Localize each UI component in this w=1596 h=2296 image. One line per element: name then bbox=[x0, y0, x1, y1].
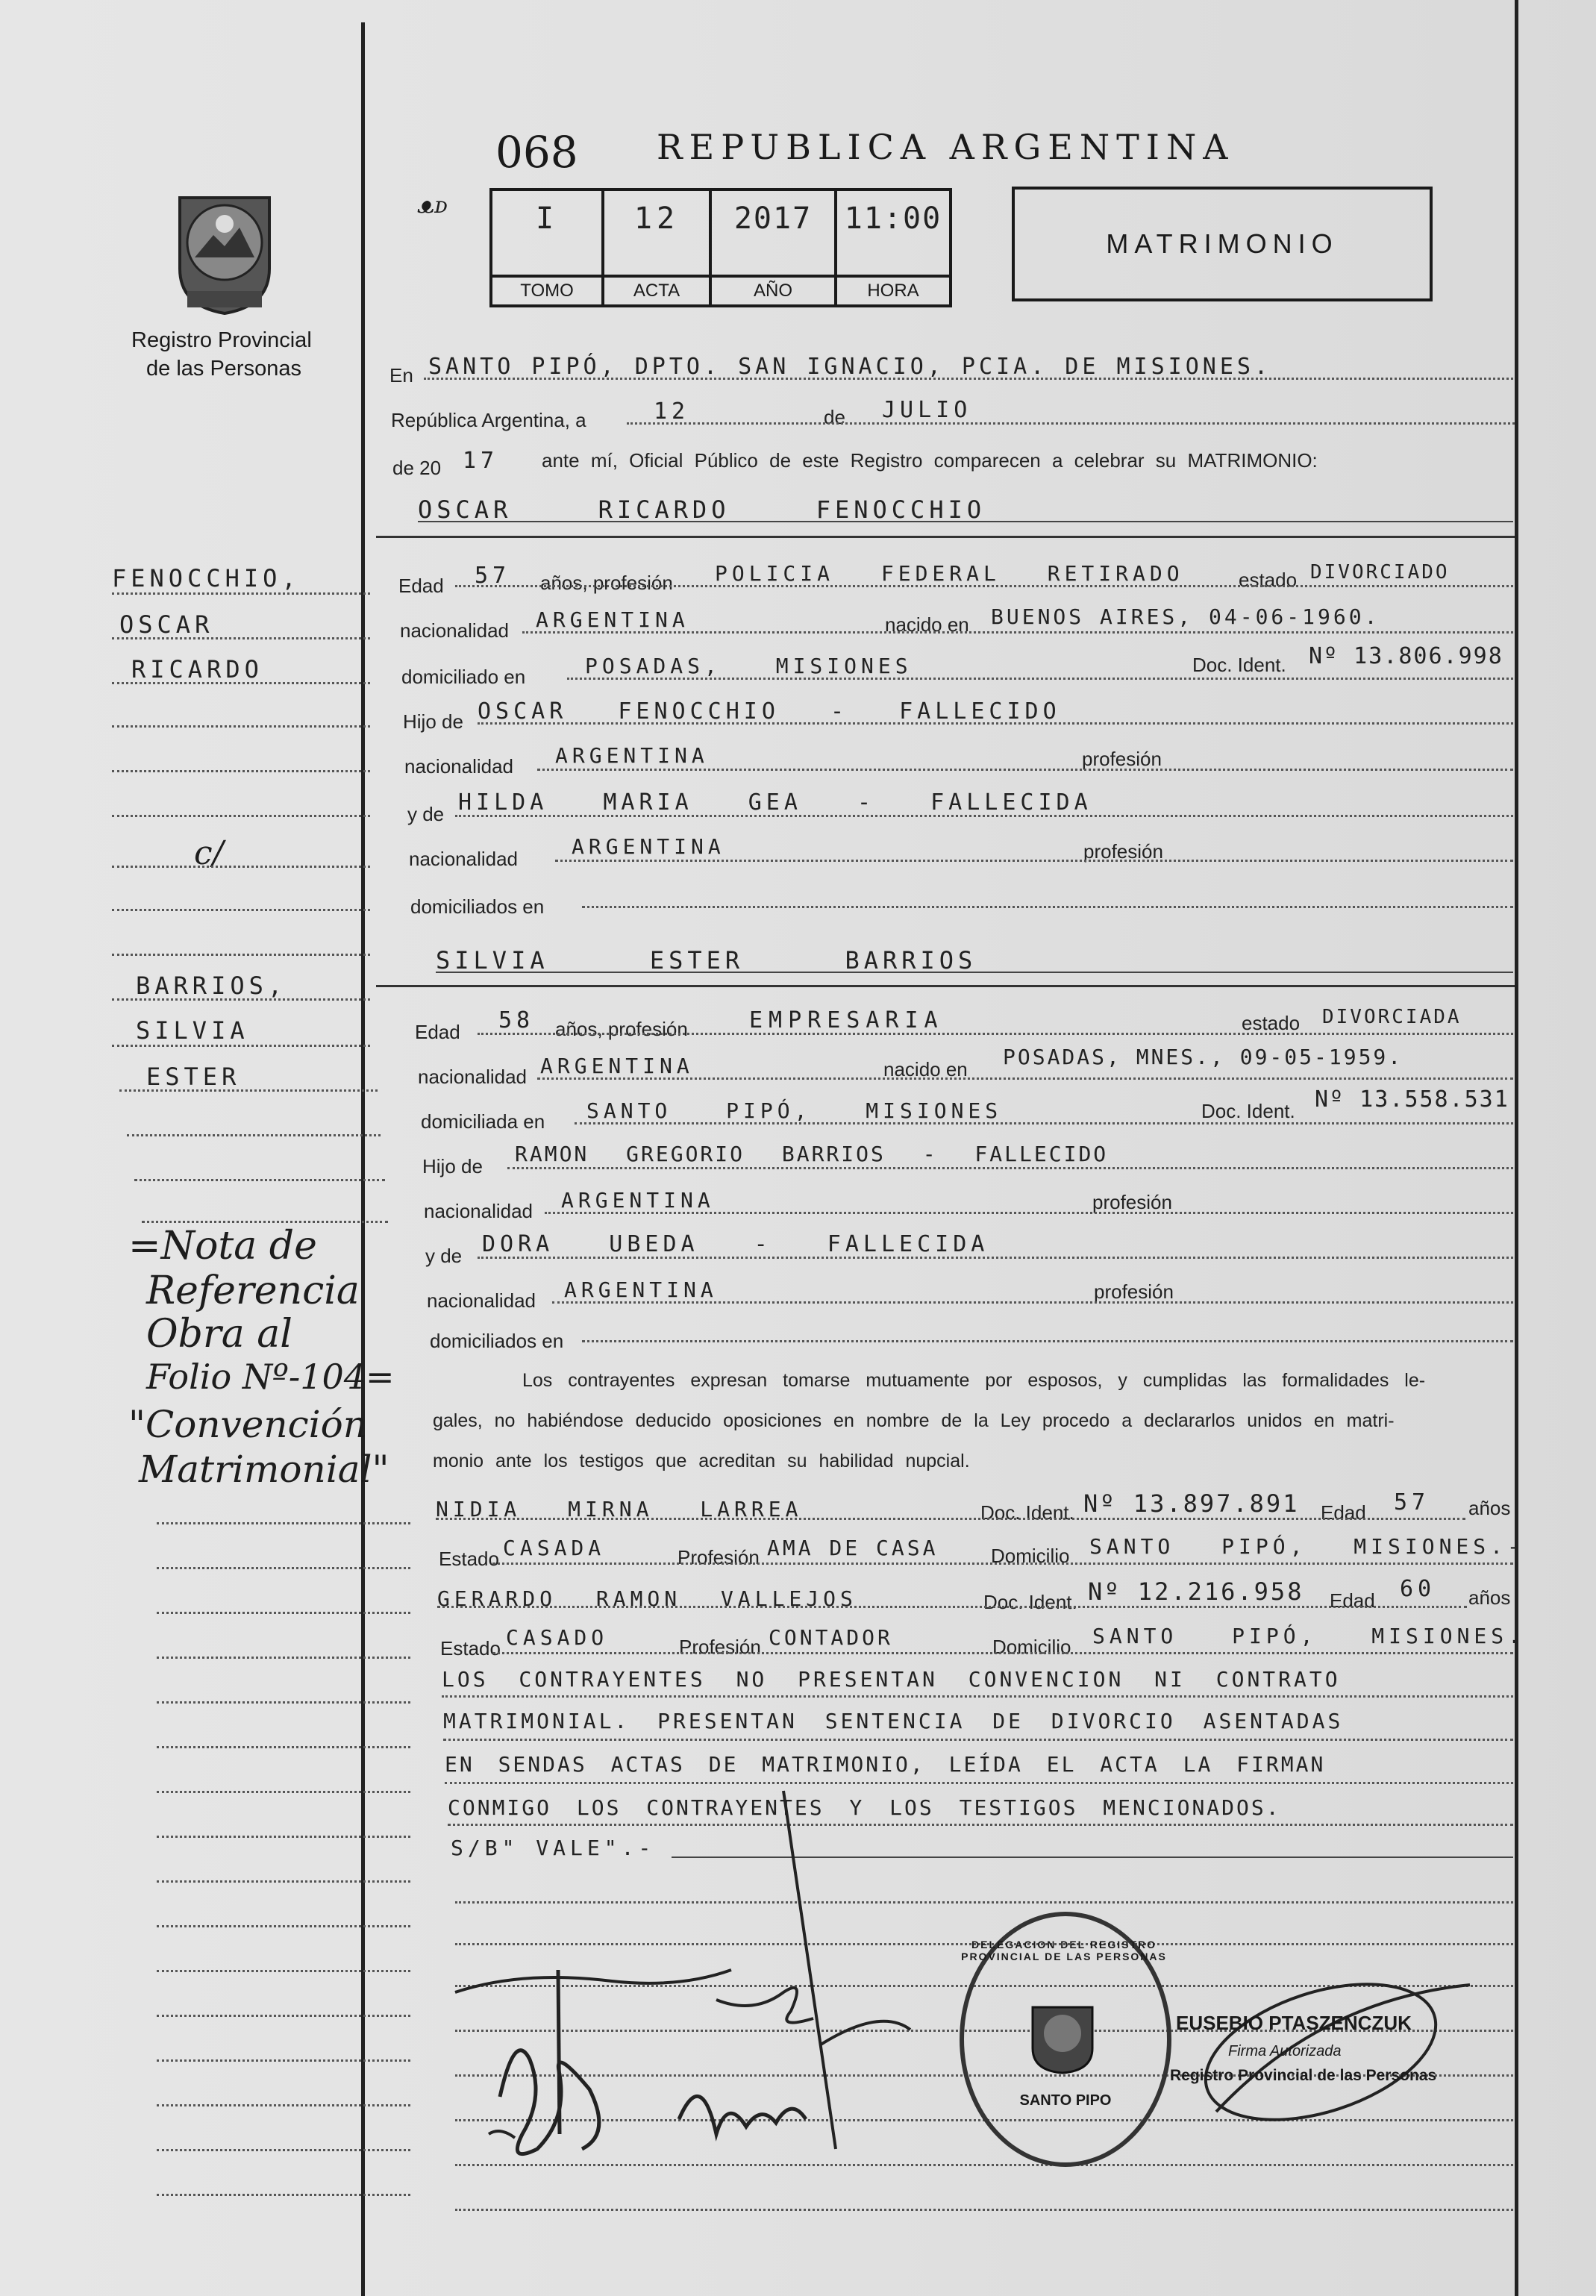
witness2-doc: Nº 12.216.958 bbox=[1088, 1577, 1304, 1606]
declaration-line3: monio ante los testigos que acreditan su habilidad nupcial. bbox=[433, 1451, 970, 1471]
bride-nacido: POSADAS, MNES., 09-05-1959. bbox=[1003, 1045, 1403, 1069]
groom-dom: POSADAS, MISIONES bbox=[585, 654, 913, 678]
margin-note-3: Obra al bbox=[146, 1312, 292, 1357]
record-grid bbox=[489, 188, 952, 307]
groom-doc: Nº 13.806.998 bbox=[1309, 643, 1503, 669]
groom-estado-label: estado bbox=[1239, 569, 1298, 591]
bride-line7 bbox=[552, 1301, 1513, 1304]
groom-hijo-label: Hijo de bbox=[403, 710, 463, 733]
margin-line-24 bbox=[157, 1880, 410, 1883]
margin-line-28 bbox=[157, 2059, 410, 2062]
margin-note-1: =Nota de bbox=[128, 1224, 317, 1269]
margin-line-27 bbox=[157, 2015, 410, 2017]
bride-padre: RAMON GREGORIO BARRIOS - FALLECIDO bbox=[515, 1142, 1109, 1166]
margin-line-29 bbox=[157, 2104, 410, 2106]
bride-domiciliados-label: domiciliados en bbox=[430, 1330, 564, 1352]
bride-madre-nac: ARGENTINA bbox=[564, 1277, 718, 1302]
groom-line2 bbox=[522, 631, 1513, 634]
witness1-anios-label: años bbox=[1468, 1497, 1511, 1519]
folio-number: 068 bbox=[495, 127, 578, 178]
republica-label: República Argentina, a bbox=[391, 409, 586, 431]
de-label: de bbox=[824, 406, 845, 428]
bride-nacido-label: nacido en bbox=[883, 1058, 968, 1080]
margin-note-6: Matrimonial" bbox=[139, 1448, 389, 1491]
left-margin-line bbox=[361, 22, 365, 2296]
seal-ring-text: DELEGACION DEL REGISTRO PROVINCIAL DE LAS PERSONAS bbox=[961, 1939, 1167, 1962]
act-type-title: MATRIMONIO bbox=[1106, 228, 1339, 259]
tomo-value: I bbox=[535, 201, 559, 236]
acta-label: ACTA bbox=[604, 275, 709, 304]
bride-padre-nac: ARGENTINA bbox=[561, 1188, 715, 1213]
bride-line6 bbox=[478, 1257, 1513, 1259]
place-line bbox=[424, 378, 1513, 380]
margin-line-4 bbox=[112, 725, 370, 728]
bride-doc: Nº 13.558.531 bbox=[1315, 1086, 1509, 1113]
witness2-prof-label: Profesión bbox=[679, 1636, 761, 1658]
country-title: REPUBLICA ARGENTINA bbox=[657, 127, 1235, 167]
groom-nacido: BUENOS AIRES, 04-06-1960. bbox=[991, 604, 1380, 629]
bride-yde-label: y de bbox=[425, 1245, 463, 1267]
groom-madre-nac: ARGENTINA bbox=[572, 834, 725, 859]
body-blank-8 bbox=[455, 2209, 1513, 2211]
witness2-dom-label: Domicilio bbox=[992, 1636, 1071, 1658]
declaration-line2: gales, no habiéndose deducido oposiciones en nombre de la Ley procedo a declararlos unidos en matri- bbox=[433, 1410, 1395, 1431]
margin-note-4: Folio Nº-104= bbox=[146, 1357, 395, 1397]
registry-seal bbox=[960, 1912, 1171, 2167]
groom-estado: DIVORCIADO bbox=[1310, 561, 1450, 584]
bride-dom: SANTO PIPÓ, MISIONES bbox=[586, 1098, 1003, 1123]
witness2-anios-label: años bbox=[1468, 1586, 1511, 1609]
witness2-prof: CONTADOR bbox=[769, 1625, 893, 1650]
signature-scribbles bbox=[433, 1746, 955, 2179]
margin-line-14 bbox=[134, 1179, 385, 1181]
intro-sentence: ante mí, Oficial Público de este Registro comparecen a celebrar su MATRIMONIO: bbox=[542, 449, 1318, 472]
margin-note-2: Referencia bbox=[146, 1269, 360, 1313]
groom-nac-label: nacionalidad bbox=[400, 619, 510, 642]
bride-estado: DIVORCIADA bbox=[1322, 1006, 1462, 1028]
bride-profesion: EMPRESARIA bbox=[749, 1007, 944, 1033]
witness1-dom: SANTO PIPÓ, MISIONES.- bbox=[1089, 1534, 1524, 1559]
bride-padre-nac-label: nacionalidad bbox=[424, 1200, 533, 1222]
bride-line2 bbox=[537, 1077, 1513, 1080]
groom-name-line bbox=[418, 521, 1513, 522]
margin-line-26 bbox=[157, 1970, 410, 1972]
bride-name-line bbox=[436, 972, 1513, 973]
groom-nacido-label: nacido en bbox=[885, 613, 969, 636]
en-label: En bbox=[389, 364, 413, 387]
anio-cell bbox=[712, 191, 837, 304]
groom-line7 bbox=[555, 860, 1513, 862]
note-line3: EN SENDAS ACTAS DE MATRIMONIO, LEÍDA EL ACTA LA FIRMAN bbox=[445, 1752, 1326, 1777]
margin-line-13 bbox=[127, 1134, 381, 1136]
margin-line-12 bbox=[119, 1089, 378, 1092]
witness1-dom-label: Domicilio bbox=[991, 1545, 1070, 1567]
seal-emblem-icon bbox=[1025, 2000, 1100, 2074]
bride-line4 bbox=[507, 1167, 1513, 1169]
witness2-dom: SANTO PIPÓ, MISIONES. bbox=[1092, 1624, 1526, 1648]
witness2-estado-label: Estado bbox=[440, 1637, 501, 1660]
bride-line8 bbox=[582, 1340, 1513, 1342]
note-line2: MATRIMONIAL. PRESENTAN SENTENCIA DE DIVORCIO ASENTADAS bbox=[443, 1709, 1344, 1733]
margin-line-3 bbox=[112, 682, 370, 684]
margin-line-8 bbox=[112, 909, 370, 911]
place-value: SANTO PIPÓ, DPTO. SAN IGNACIO, PCIA. DE MISIONES. bbox=[428, 354, 1272, 380]
witness2-name: GERARDO RAMON VALLEJOS bbox=[437, 1586, 857, 1611]
groom-madre-nac-label: nacionalidad bbox=[409, 848, 519, 870]
witness1-name: NIDIA MIRNA LARREA bbox=[436, 1497, 803, 1521]
margin-line-20 bbox=[157, 1701, 410, 1704]
groom-domiciliados-label: domiciliados en bbox=[410, 895, 545, 918]
margin-line-22 bbox=[157, 1791, 410, 1793]
groom-line8 bbox=[582, 906, 1513, 908]
officer-title: Firma Autorizada bbox=[1228, 2043, 1342, 2059]
groom-edad-label: Edad bbox=[398, 575, 444, 597]
witness1-line1 bbox=[436, 1518, 1465, 1520]
margin-note-5: "Convención bbox=[128, 1403, 367, 1446]
margin-line-23 bbox=[157, 1836, 410, 1838]
margin-line-17 bbox=[157, 1567, 410, 1569]
anio-value: 2017 bbox=[733, 201, 813, 236]
witness1-prof: AMA DE CASA bbox=[767, 1536, 939, 1560]
anio-label: AÑO bbox=[712, 275, 834, 304]
hora-value: 11:00 bbox=[844, 201, 942, 236]
hora-label: HORA bbox=[837, 275, 949, 304]
witness1-edad-label: Edad bbox=[1321, 1501, 1366, 1524]
margin-groom-second: RICARDO bbox=[131, 655, 263, 684]
witness1-line2 bbox=[492, 1563, 1513, 1565]
registry-name-line1: Registro Provincial bbox=[131, 328, 312, 352]
margin-bride-second: ESTER bbox=[146, 1063, 241, 1091]
groom-full-name: OSCAR RICARDO FENOCCHIO bbox=[418, 495, 986, 524]
bride-padre-prof-label: profesión bbox=[1092, 1191, 1172, 1213]
note-line1-rule bbox=[442, 1695, 1513, 1698]
registry-name-line2: de las Personas bbox=[146, 357, 301, 381]
bride-edad-label: Edad bbox=[415, 1021, 460, 1043]
groom-anios-label: años, profesión bbox=[540, 572, 673, 594]
bride-edad: 58 bbox=[498, 1007, 535, 1033]
witness2-estado: CASADO bbox=[506, 1625, 609, 1650]
note-line4: CONMIGO LOS CONTRAYENTES Y LOS TESTIGOS MENCIONADOS. bbox=[448, 1795, 1281, 1820]
month-value: JULIO bbox=[882, 397, 972, 423]
groom-madre: HILDA MARIA GEA - FALLECIDA bbox=[458, 789, 1092, 816]
groom-dom-label: domiciliado en bbox=[401, 666, 526, 688]
note-line5: S/B" VALE".- bbox=[451, 1836, 656, 1860]
margin-line-18 bbox=[157, 1612, 410, 1614]
province-seal-icon bbox=[169, 187, 281, 317]
groom-padre-nac: ARGENTINA bbox=[555, 743, 709, 768]
bride-anios-label: años, profesión bbox=[555, 1018, 688, 1040]
margin-line-30 bbox=[157, 2149, 410, 2151]
margin-bride-first: SILVIA bbox=[136, 1016, 249, 1045]
bride-madre: DORA UBEDA - FALLECIDA bbox=[482, 1231, 989, 1257]
margin-line-6 bbox=[112, 815, 370, 817]
folio-mark: ᴥᴅ bbox=[418, 193, 448, 219]
margin-line-5 bbox=[112, 770, 370, 772]
witness1-edad: 57 bbox=[1394, 1489, 1430, 1515]
tomo-label: TOMO bbox=[492, 275, 601, 304]
groom-edad: 57 bbox=[475, 563, 511, 589]
witness1-doc: Nº 13.897.891 bbox=[1083, 1489, 1300, 1518]
bride-madre-prof-label: profesión bbox=[1094, 1280, 1174, 1303]
margin-line-7 bbox=[112, 866, 370, 868]
groom-line4 bbox=[478, 722, 1513, 725]
hora-cell bbox=[837, 191, 949, 304]
bride-hijo-label: Hijo de bbox=[422, 1155, 483, 1177]
groom-divider bbox=[376, 536, 1515, 538]
officer-org: Registro Provincial de las Personas bbox=[1170, 2067, 1437, 2084]
bride-madre-nac-label: nacionalidad bbox=[427, 1289, 536, 1312]
groom-nac: ARGENTINA bbox=[536, 607, 689, 632]
witness2-line2 bbox=[492, 1652, 1513, 1654]
groom-doc-label: Doc. Ident. bbox=[1192, 654, 1286, 676]
witness2-doc-label: Doc. Ident. bbox=[983, 1591, 1077, 1613]
margin-line-31 bbox=[157, 2194, 410, 2196]
year-prefix: de 20 bbox=[392, 457, 442, 479]
note-line1: LOS CONTRAYENTES NO PRESENTAN CONVENCION NI CONTRATO bbox=[442, 1667, 1341, 1692]
margin-groom-first: OSCAR bbox=[119, 610, 214, 639]
note-line2-rule bbox=[443, 1739, 1513, 1741]
year-suffix: 17 bbox=[463, 448, 499, 474]
witness1-estado-label: Estado bbox=[439, 1548, 499, 1570]
margin-line-1 bbox=[112, 592, 370, 595]
groom-madre-prof-label: profesión bbox=[1083, 840, 1163, 863]
margin-line-19 bbox=[157, 1657, 410, 1659]
witness1-estado: CASADA bbox=[503, 1536, 606, 1560]
margin-line-10 bbox=[112, 998, 370, 1001]
margin-connector: c/ bbox=[194, 834, 224, 872]
witness2-edad: 60 bbox=[1400, 1576, 1436, 1602]
groom-yde-label: y de bbox=[407, 803, 445, 825]
margin-line-15 bbox=[142, 1221, 388, 1223]
margin-line-9 bbox=[112, 954, 370, 956]
bride-line3 bbox=[575, 1122, 1513, 1124]
bride-nac-label: nacionalidad bbox=[418, 1066, 528, 1088]
groom-padre-prof-label: profesión bbox=[1082, 748, 1162, 770]
margin-groom-surname: FENOCCHIO, bbox=[112, 564, 301, 592]
right-margin-line bbox=[1515, 0, 1518, 2296]
acta-cell bbox=[604, 191, 712, 304]
officer-name: EUSEBIO PTASZENCZUK bbox=[1176, 2012, 1412, 2034]
margin-line-16 bbox=[157, 1522, 410, 1524]
margin-line-25 bbox=[157, 1925, 410, 1927]
seal-place: SANTO PIPO bbox=[1019, 2092, 1112, 2109]
bride-divider bbox=[376, 985, 1515, 987]
witness2-edad-label: Edad bbox=[1330, 1589, 1375, 1612]
bride-full-name: SILVIA ESTER BARRIOS bbox=[436, 946, 977, 975]
date-line bbox=[627, 422, 1515, 425]
groom-line1 bbox=[455, 585, 1513, 587]
witness1-prof-label: Profesión bbox=[677, 1546, 760, 1568]
bride-line1 bbox=[478, 1033, 1513, 1035]
groom-padre-nac-label: nacionalidad bbox=[404, 755, 514, 778]
bride-estado-label: estado bbox=[1242, 1012, 1301, 1034]
margin-line-21 bbox=[157, 1746, 410, 1748]
acta-value: 12 bbox=[633, 201, 680, 236]
bride-nac: ARGENTINA bbox=[540, 1054, 694, 1078]
day-value: 12 bbox=[654, 398, 690, 425]
tomo-cell bbox=[492, 191, 604, 304]
bride-line5 bbox=[545, 1212, 1513, 1214]
groom-line3 bbox=[567, 678, 1513, 680]
groom-line5 bbox=[537, 769, 1513, 771]
groom-padre: OSCAR FENOCCHIO - FALLECIDO bbox=[478, 698, 1061, 725]
bride-dom-label: domiciliada en bbox=[421, 1110, 545, 1133]
margin-line-11 bbox=[112, 1045, 370, 1047]
witness1-doc-label: Doc. Ident. bbox=[980, 1501, 1074, 1524]
bride-doc-label: Doc. Ident. bbox=[1201, 1100, 1295, 1122]
act-type-box bbox=[1012, 187, 1433, 301]
groom-line6 bbox=[455, 815, 1513, 817]
groom-profesion: POLICIA FEDERAL RETIRADO bbox=[715, 561, 1184, 586]
margin-line-2 bbox=[112, 637, 370, 639]
margin-bride-surname: BARRIOS, bbox=[136, 972, 287, 1000]
witness2-line1 bbox=[437, 1606, 1467, 1608]
declaration-line1: Los contrayentes expresan tomarse mutuamente por esposos, y cumplidas las formalidades le- bbox=[522, 1370, 1426, 1391]
